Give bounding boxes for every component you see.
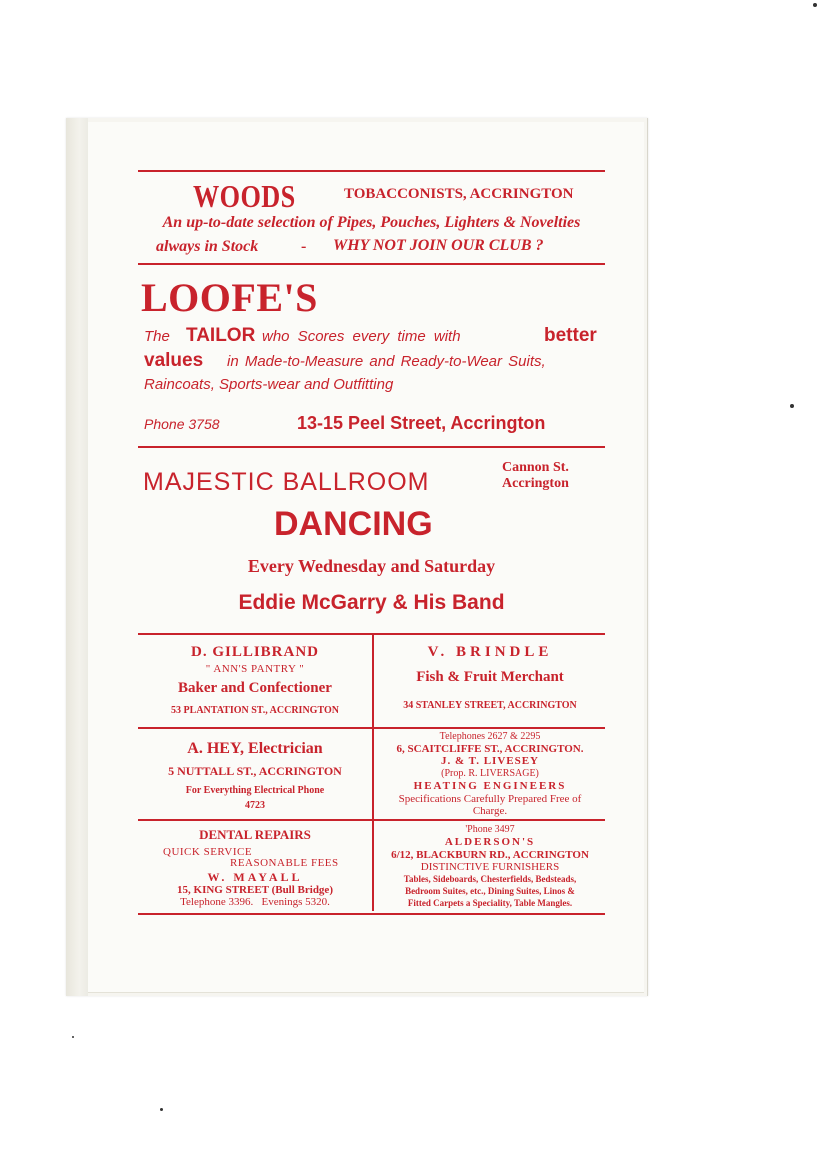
aldersons-items-line-2: Bedroom Suites, etc., Dining Suites, Linos & [405, 886, 575, 896]
loofes-line-2-text: in Made-to-Measure and Ready-to-Wear Suits, [227, 353, 546, 370]
aldersons-trade: DISTINCTIVE FURNISHERS [420, 861, 560, 873]
woods-trade: TOBACCONISTS, ACCRINGTON [344, 186, 574, 202]
majestic-location-line-2: Accrington [502, 476, 569, 491]
livesey-trade: HEATING ENGINEERS [413, 780, 567, 792]
aldersons-items-line-3: Fitted Carpets a Speciality, Table Mangles. [407, 898, 573, 908]
divider [138, 913, 605, 915]
aldersons-name: ALDERSON'S [444, 836, 536, 848]
mayall-address: 15, KING STREET (Bull Bridge) [177, 884, 333, 896]
livesey-phones: Telephones 2627 & 2295 [439, 731, 541, 742]
livesey-address: 6, SCAITCLIFFE ST., ACCRINGTON. [396, 743, 584, 755]
loofes-line-1-better: better [544, 325, 597, 346]
livesey-spec-line-1: Specifications Carefully Prepared Free of [398, 793, 582, 805]
aldersons-address: 6/12, BLACKBURN RD., ACCRINGTON [391, 849, 589, 861]
divider [138, 263, 605, 265]
divider [138, 446, 605, 448]
brindle-address: 34 STANLEY STREET, ACCRINGTON [403, 700, 577, 711]
majestic-name: MAJESTIC BALLROOM [143, 468, 430, 496]
hey-address: 5 NUTTALL ST., ACCRINGTON [168, 764, 342, 778]
majestic-location-line-1: Cannon St. [502, 460, 569, 475]
gillibrand-trade: Baker and Confectioner [178, 680, 332, 696]
loofes-phone: Phone 3758 [144, 416, 220, 432]
loofes-line-3: Raincoats, Sports-wear and Outfitting [144, 376, 394, 393]
livesey-name: J. & T. LIVESEY [440, 755, 540, 767]
loofes-name: LOOFE'S [141, 275, 318, 320]
majestic-band: Eddie McGarry & His Band [238, 591, 505, 614]
woods-line-2-dash: - [301, 238, 307, 255]
woods-line-2-right: WHY NOT JOIN OUR CLUB ? [333, 237, 544, 254]
majestic-days: Every Wednesday and Saturday [247, 556, 496, 576]
booklet-spine [66, 118, 88, 996]
loofes-line-1-tailor: TAILOR [186, 325, 256, 346]
majestic-dancing: DANCING [274, 505, 433, 543]
gillibrand-name: D. GILLIBRAND [190, 644, 320, 660]
scan-speck [790, 404, 794, 408]
divider [138, 170, 605, 172]
loofes-line-1-the: The [144, 328, 170, 345]
hey-phone: 4723 [245, 800, 265, 811]
livesey-spec-line-2: Charge. [472, 805, 508, 817]
gillibrand-address: 53 PLANTATION ST., ACCRINGTON [171, 705, 339, 716]
livesey-proprietor: (Prop. R. LIVERSAGE) [441, 768, 539, 779]
hey-name: A. HEY, Electrician [187, 740, 323, 757]
mayall-line-1: QUICK SERVICE [163, 846, 253, 858]
hey-tagline: For Everything Electrical Phone [185, 785, 325, 796]
aldersons-phone: 'Phone 3497 [465, 824, 515, 835]
aldersons-items-line-1: Tables, Sideboards, Chesterfields, Bedsteads, [403, 874, 577, 884]
scan-speck [813, 3, 817, 7]
brindle-trade: Fish & Fruit Merchant [416, 669, 564, 685]
scan-speck [160, 1108, 163, 1111]
woods-name: WOODS [193, 178, 296, 214]
brindle-name: V. BRINDLE [427, 644, 553, 660]
woods-line-1: An up-to-date selection of Pipes, Pouches, Lighters & Novelties [162, 214, 581, 231]
woods-line-2-left: always in Stock [156, 238, 259, 255]
loofes-address: 13-15 Peel Street, Accrington [297, 413, 546, 433]
mayall-name: W. MAYALL [207, 870, 303, 884]
scan-speck [72, 1036, 74, 1038]
loofes-line-2-values: values [144, 350, 204, 371]
mayall-heading: DENTAL REPAIRS [199, 827, 311, 842]
mayall-line-2: REASONABLE FEES [230, 857, 339, 869]
mayall-phones: Telephone 3396. Evenings 5320. [180, 896, 330, 908]
gillibrand-shop: " ANN'S PANTRY " [205, 663, 305, 675]
loofes-line-1-text: who Scores every time with [262, 328, 461, 345]
